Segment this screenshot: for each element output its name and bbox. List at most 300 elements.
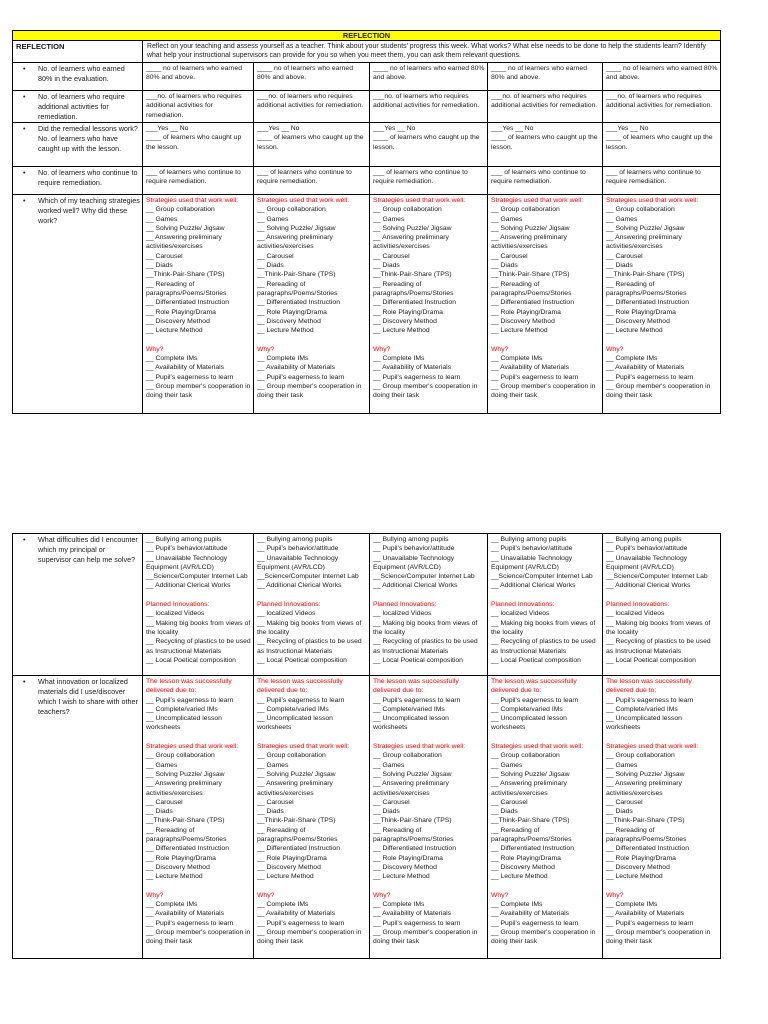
checklist-item: __ localized Videos <box>373 610 432 618</box>
day-2-cell <box>254 123 370 167</box>
checklist-item: __ Discovery Method <box>146 863 210 871</box>
checklist-item: __ Differentiated Instruction <box>257 845 340 853</box>
checklist-item: __ Rereading of paragraphs/Poems/Stories <box>146 280 227 297</box>
checklist-item: ____ no of learners who earned 80% and above. <box>373 65 485 82</box>
checklist-item: __ Availability of Materials <box>373 364 452 372</box>
day-2-cell <box>254 167 370 195</box>
checklist-item: __ Group collaboration <box>257 752 326 760</box>
checklist-group <box>146 124 251 152</box>
checklist-group <box>146 535 251 591</box>
checklist-group <box>606 92 718 111</box>
checklist-group <box>491 168 600 187</box>
checklist-item: __ Differentiated Instruction <box>606 299 689 307</box>
section-heading: Planned Innovations: <box>491 601 555 609</box>
section-heading: Why? <box>257 345 275 353</box>
checklist-item: __ Complete IMs <box>146 901 198 909</box>
checklist-item: __ Pupil's eagerness to learn <box>606 373 694 381</box>
checklist-item: __ Making big books from views of the locality <box>491 619 596 636</box>
checklist-section <box>491 600 600 665</box>
checklist-item: __ Lecture Method <box>606 873 663 881</box>
checklist-section <box>606 196 718 335</box>
checklist-item: ____ no of learners who earned 80% and above. <box>146 65 242 82</box>
bullet-icon <box>23 64 26 74</box>
checklist-item: __ Group member's cooperation in doing their task <box>373 382 478 400</box>
checklist-item: __ Rereading of paragraphs/Poems/Stories <box>257 826 338 844</box>
checklist-item: __ Carousel <box>606 252 643 260</box>
checklist-item: __ Games <box>373 761 405 769</box>
checklist-group <box>257 92 367 111</box>
day-4-cell <box>488 123 603 167</box>
checklist-item: __ Local Poetical composition <box>491 656 581 664</box>
checklist-section <box>146 677 251 733</box>
checklist-item: __Science/Computer Internet Lab <box>491 573 593 581</box>
day-4-cell <box>488 195 603 414</box>
bullet-icon <box>23 196 26 206</box>
checklist-item: __ Availability of Materials <box>491 910 570 918</box>
checklist-item: __ Group member's cooperation in doing their task <box>146 382 251 400</box>
checklist-item: __ Differentiated Instruction <box>146 299 229 307</box>
checklist-item: __ Making big books from views of the locality <box>257 619 362 636</box>
checklist-item: __ Complete/varied IMs <box>146 705 218 713</box>
checklist-item: ____ of learners who caught up the lesson. <box>257 134 364 151</box>
checklist-section <box>606 345 718 401</box>
checklist-item: __ Role Playing/Drama <box>606 308 676 316</box>
checklist-item: __ Bullying among pupils <box>491 536 567 543</box>
question-cell <box>13 534 143 676</box>
checklist-item: __ Diads <box>146 808 173 816</box>
checklist-item: __ Solving Puzzle/ Jigsaw <box>373 770 452 778</box>
bullet-icon <box>23 535 26 545</box>
checklist-section <box>146 742 251 881</box>
checklist-section <box>491 345 600 401</box>
checklist-item: __ Differentiated Instruction <box>491 845 574 853</box>
section-heading: Why? <box>257 891 275 899</box>
checklist-item: __ Availability of Materials <box>606 364 685 372</box>
checklist-item: __ Rereading of paragraphs/Poems/Stories <box>146 826 227 844</box>
checklist-item: __ Pupil's eagerness to learn <box>146 373 234 381</box>
checklist-item: __ Games <box>146 761 178 769</box>
checklist-item: __ Solving Puzzle/ Jigsaw <box>606 224 685 232</box>
checklist-item: __ Answering preliminary activities/exercises <box>606 234 682 251</box>
day-5-cell <box>603 123 721 167</box>
checklist-section <box>606 742 718 881</box>
checklist-item: __ Group collaboration <box>373 206 442 214</box>
checklist-item: __ Solving Puzzle/ Jigsaw <box>373 224 452 232</box>
checklist-item: __Think-Pair-Share (TPS) <box>146 271 225 279</box>
checklist-item: __ Availability of Materials <box>257 910 336 918</box>
checklist-group <box>146 64 251 83</box>
checklist-item: __ Uncomplicated lesson worksheets <box>257 715 333 732</box>
checklist-item: __ localized Videos <box>491 610 550 618</box>
checklist-item: __ Recycling of plastics to be used as Instructional Materials <box>606 638 711 655</box>
day-3-cell <box>370 534 488 676</box>
checklist-item: __ Diads <box>146 262 173 270</box>
checklist-group <box>491 64 600 83</box>
question-text: What innovation or localized materials did I use/discover which I wish to share with other teachers? <box>38 677 138 716</box>
checklist-item: __ Pupil's eagerness to learn <box>146 919 234 927</box>
checklist-section <box>606 677 718 733</box>
checklist-item: ____ no of learners who earned 80% and above. <box>491 65 587 82</box>
checklist-item: __ Differentiated Instruction <box>491 299 574 307</box>
checklist-item: __ Group collaboration <box>491 206 560 214</box>
day-1-cell <box>143 167 254 195</box>
checklist-item: __ Pupil's behavior/attitude <box>257 545 339 553</box>
checklist-item: __ Pupil's eagerness to learn <box>491 373 579 381</box>
checklist-group <box>491 535 600 591</box>
checklist-item: __ Discovery Method <box>491 317 555 325</box>
reflection-title-bar: REFLECTION <box>13 31 721 41</box>
checklist-item: __ Diads <box>373 262 400 270</box>
checklist-section <box>606 600 718 665</box>
checklist-group <box>373 168 485 187</box>
checklist-item: __ Diads <box>491 262 518 270</box>
checklist-item: __ Rereading of paragraphs/Poems/Stories <box>491 826 572 844</box>
checklist-item: __ Group collaboration <box>257 206 326 214</box>
section-heading: The lesson was successfully delivered due to: <box>491 678 577 695</box>
checklist-item: __ Answering preliminary activities/exercises <box>606 780 682 797</box>
checklist-item: __ Bullying among pupils <box>146 536 222 543</box>
day-3-cell <box>370 123 488 167</box>
checklist-item: __ Discovery Method <box>146 317 210 325</box>
question-text: No. of learners who continue to require remediation. <box>38 168 138 187</box>
checklist-section <box>491 891 600 947</box>
section-heading: Strategies used that work well: <box>606 197 699 204</box>
checklist-section <box>373 891 485 947</box>
checklist-item: ____ no of learners who earned 80% and above. <box>257 65 353 82</box>
section-heading: Planned Innovations: <box>606 601 670 609</box>
checklist-item: __ Games <box>146 215 178 223</box>
reflection-table <box>12 30 721 414</box>
checklist-item: __ Complete IMs <box>257 355 309 363</box>
checklist-group <box>373 64 485 83</box>
checklist-item: __ Rereading of paragraphs/Poems/Stories <box>257 280 338 297</box>
checklist-section <box>146 345 251 401</box>
checklist-item: __Think-Pair-Share (TPS) <box>257 817 336 825</box>
bullet-icon <box>23 92 26 102</box>
section-heading: Why? <box>146 345 164 353</box>
checklist-item: __ Recycling of plastics to be used as Instructional Materials <box>146 638 251 655</box>
checklist-item: __ Group member's cooperation in doing their task <box>373 929 478 946</box>
checklist-group <box>606 64 718 83</box>
checklist-item: __ Unavailable Technology Equipment (AVR/LCD) <box>257 554 339 571</box>
checklist-group <box>606 535 718 591</box>
section-heading: The lesson was successfully delivered due to: <box>146 678 232 695</box>
checklist-item: ___no. of learners who requires additional activities for remediation. <box>257 93 364 110</box>
checklist-item: __ Carousel <box>257 798 294 806</box>
checklist-item: __ Group collaboration <box>146 752 215 760</box>
checklist-item: __Think-Pair-Share (TPS) <box>257 271 336 279</box>
checklist-item: __ Bullying among pupils <box>257 536 333 543</box>
checklist-item: __ Lecture Method <box>257 873 314 881</box>
checklist-item: ___Yes __ No <box>373 125 416 132</box>
checklist-item: __ Additional Clerical Works <box>606 582 691 590</box>
day-3-cell <box>370 167 488 195</box>
section-heading: Planned Innovations: <box>257 601 321 609</box>
checklist-item: __ Lecture Method <box>146 327 203 335</box>
checklist-group <box>257 168 367 187</box>
checklist-item: __ Unavailable Technology Equipment (AVR/LCD) <box>373 554 455 571</box>
checklist-item: __ Pupil's eagerness to learn <box>606 696 694 704</box>
section-heading: The lesson was successfully delivered due to: <box>373 678 459 695</box>
question-text: Did the remedial lessons work? No. of learners who have caught up with the lesson. <box>38 124 138 153</box>
checklist-item: __ Answering preliminary activities/exercises <box>146 780 222 797</box>
question-cell <box>13 167 143 195</box>
day-4-cell <box>488 63 603 91</box>
checklist-item: ____ of learners who caught up the lesson. <box>146 134 242 151</box>
checklist-item: ____ no of learners who earned 80% and above. <box>606 65 718 82</box>
checklist-item: __ Complete/varied IMs <box>257 705 329 713</box>
checklist-item: __ Diads <box>257 808 284 816</box>
checklist-section <box>373 600 485 665</box>
checklist-item: __ Availability of Materials <box>606 910 685 918</box>
checklist-item: ___Yes __ No <box>257 125 300 132</box>
checklist-item: __ Complete IMs <box>373 355 425 363</box>
section-heading: Planned Innovations: <box>373 601 437 609</box>
checklist-item: __ Answering preliminary activities/exercises <box>373 234 449 251</box>
checklist-item: __ Recycling of plastics to be used as Instructional Materials <box>257 638 362 655</box>
day-5-cell <box>603 167 721 195</box>
checklist-item: __ Pupil's eagerness to learn <box>373 919 461 927</box>
checklist-item: __ Uncomplicated lesson worksheets <box>491 715 567 732</box>
question-cell <box>13 91 143 123</box>
checklist-item: __ Carousel <box>491 252 528 260</box>
checklist-item: __ Complete IMs <box>373 901 425 909</box>
day-2-cell <box>254 195 370 414</box>
checklist-item: __ Discovery Method <box>491 863 555 871</box>
checklist-item: __ Pupil's eagerness to learn <box>373 696 461 704</box>
checklist-item: __ Complete/varied IMs <box>606 705 678 713</box>
checklist-item: __ Games <box>373 215 405 223</box>
checklist-group <box>373 535 485 591</box>
checklist-item: __ Complete IMs <box>491 901 543 909</box>
section-heading: Strategies used that work well: <box>373 197 466 204</box>
checklist-item: __ Availability of Materials <box>257 364 336 372</box>
checklist-item: __ Games <box>257 215 289 223</box>
checklist-item: ____ of learners who caught up the lesson. <box>373 134 480 151</box>
checklist-item: __ Complete IMs <box>146 355 198 363</box>
checklist-group <box>257 64 367 83</box>
checklist-item: __ Group collaboration <box>606 206 675 214</box>
checklist-item: __ Solving Puzzle/ Jigsaw <box>606 770 685 778</box>
checklist-group <box>257 535 367 591</box>
checklist-item: __ Group member's cooperation in doing their task <box>257 382 362 400</box>
checklist-item: __ Diads <box>606 808 633 816</box>
checklist-item: __Science/Computer Internet Lab <box>146 573 248 581</box>
checklist-item: __ Carousel <box>146 798 183 806</box>
checklist-item: __ Additional Clerical Works <box>491 582 576 590</box>
checklist-item: __ Lecture Method <box>257 327 314 335</box>
question-cell <box>13 63 143 91</box>
checklist-section <box>373 742 485 881</box>
section-heading: Planned Innovations: <box>146 601 210 609</box>
checklist-item: __ Diads <box>373 808 400 816</box>
section-heading: Why? <box>606 345 624 353</box>
section-heading: Why? <box>491 345 509 353</box>
checklist-item: __ Local Poetical composition <box>146 656 236 664</box>
checklist-item: ___ of learners who continue to require remediation. <box>146 169 241 186</box>
checklist-item: __ Discovery Method <box>373 317 437 325</box>
checklist-item: __ Games <box>606 761 638 769</box>
checklist-item: __ Lecture Method <box>491 327 548 335</box>
checklist-item: __ Group member's cooperation in doing their task <box>146 929 251 946</box>
checklist-item: __ Pupil's eagerness to learn <box>491 696 579 704</box>
question-text: No. of learners who require additional activities for remediation. <box>38 92 125 121</box>
checklist-item: __ Making big books from views of the locality <box>606 619 711 636</box>
checklist-item: __Think-Pair-Share (TPS) <box>146 817 225 825</box>
checklist-group <box>491 124 600 152</box>
checklist-item: __ Carousel <box>373 252 410 260</box>
checklist-item: __ localized Videos <box>606 610 665 618</box>
checklist-item: __ Rereading of paragraphs/Poems/Stories <box>373 826 454 844</box>
checklist-item: __ Uncomplicated lesson worksheets <box>146 715 222 732</box>
checklist-section <box>606 891 718 947</box>
reflection-table-continued <box>12 533 721 959</box>
checklist-item: __ Pupil's eagerness to learn <box>606 919 694 927</box>
checklist-item: ___ of learners who continue to require remediation. <box>606 169 701 186</box>
checklist-group <box>491 92 600 111</box>
checklist-item: __ Carousel <box>373 798 410 806</box>
checklist-item: __Think-Pair-Share (TPS) <box>373 817 452 825</box>
day-1-cell <box>143 195 254 414</box>
checklist-item: __ Making big books from views of the locality <box>146 619 251 636</box>
checklist-item: __ Pupil's eagerness to learn <box>373 373 461 381</box>
checklist-section <box>257 677 367 733</box>
checklist-item: __ Pupil's eagerness to learn <box>257 696 345 704</box>
checklist-item: __ Pupil's behavior/attitude <box>606 545 688 553</box>
checklist-section <box>491 742 600 881</box>
day-5-cell <box>603 195 721 414</box>
checklist-item: __ Differentiated Instruction <box>373 845 456 853</box>
checklist-item: __ Bullying among pupils <box>373 536 449 543</box>
checklist-item: __ Differentiated Instruction <box>373 299 456 307</box>
reflection-instructions: Reflect on your teaching and assess yourself as a teacher. Think about your students' progress this week. What works? What else needs to be done to help the students learn? Identify what help your instructional supervisors can provide for you so when you meet them, you can ask them relevant questions. <box>143 41 721 63</box>
checklist-section <box>373 677 485 733</box>
checklist-group <box>606 168 718 187</box>
checklist-item: ___Yes __ No <box>491 125 534 132</box>
checklist-group <box>373 124 485 152</box>
checklist-item: __ Pupil's behavior/attitude <box>491 545 573 553</box>
bullet-icon <box>23 124 26 134</box>
checklist-item: __ localized Videos <box>257 610 316 618</box>
checklist-item: __ Group member's cooperation in doing their task <box>606 929 711 946</box>
section-heading: Why? <box>606 891 624 899</box>
checklist-item: __ Games <box>491 215 523 223</box>
checklist-item: __ Additional Clerical Works <box>146 582 231 590</box>
checklist-item: __ Pupil's eagerness to learn <box>257 373 345 381</box>
checklist-item: __ Complete IMs <box>606 355 658 363</box>
section-heading: Strategies used that work well: <box>257 743 350 751</box>
checklist-item: __ Games <box>257 761 289 769</box>
reflection-row-label: REFLECTION <box>13 41 143 63</box>
day-3-cell <box>370 676 488 959</box>
day-4-cell <box>488 534 603 676</box>
checklist-item: __ Availability of Materials <box>146 910 225 918</box>
checklist-item: ___ of learners who continue to require remediation. <box>373 169 468 186</box>
section-heading: Strategies used that work well: <box>146 743 239 751</box>
day-4-cell <box>488 91 603 123</box>
section-heading: Strategies used that work well: <box>491 197 584 204</box>
checklist-item: __Science/Computer Internet Lab <box>373 573 475 581</box>
day-3-cell <box>370 91 488 123</box>
section-heading: Why? <box>373 345 391 353</box>
checklist-item: __ Games <box>606 215 638 223</box>
day-2-cell <box>254 91 370 123</box>
question-cell <box>13 676 143 959</box>
checklist-item: __ Answering preliminary activities/exercises <box>257 234 333 251</box>
checklist-item: __ Availability of Materials <box>146 364 225 372</box>
checklist-section <box>491 677 600 733</box>
checklist-item: __ Discovery Method <box>257 863 321 871</box>
checklist-item: __ Games <box>491 761 523 769</box>
checklist-item: __ Role Playing/Drama <box>606 854 676 862</box>
checklist-item: __ Unavailable Technology Equipment (AVR/LCD) <box>491 554 573 571</box>
checklist-item: __Think-Pair-Share (TPS) <box>491 817 570 825</box>
checklist-item: __ Solving Puzzle/ Jigsaw <box>146 770 225 778</box>
checklist-item: __ Discovery Method <box>606 863 670 871</box>
checklist-section <box>146 891 251 947</box>
section-heading: Strategies used that work well: <box>257 197 350 204</box>
checklist-section <box>257 742 367 881</box>
checklist-item: __Think-Pair-Share (TPS) <box>373 271 452 279</box>
checklist-item: __ Differentiated Instruction <box>257 299 340 307</box>
checklist-item: __ Differentiated Instruction <box>146 845 229 853</box>
checklist-item: __ Discovery Method <box>373 863 437 871</box>
checklist-group <box>146 92 251 120</box>
checklist-section <box>257 196 367 335</box>
checklist-item: __ Complete IMs <box>257 901 309 909</box>
section-heading: Strategies used that work well: <box>606 743 699 751</box>
checklist-item: __ Discovery Method <box>606 317 670 325</box>
checklist-item: __ Lecture Method <box>373 327 430 335</box>
checklist-item: __ Availability of Materials <box>491 364 570 372</box>
day-1-cell <box>143 534 254 676</box>
question-cell <box>13 195 143 414</box>
checklist-section <box>257 891 367 947</box>
checklist-section <box>373 345 485 401</box>
checklist-item: __ Group collaboration <box>373 752 442 760</box>
checklist-item: __ Unavailable Technology Equipment (AVR/LCD) <box>146 554 228 571</box>
checklist-item: __ Discovery Method <box>257 317 321 325</box>
checklist-item: __ Pupil's eagerness to learn <box>257 919 345 927</box>
day-2-cell <box>254 63 370 91</box>
day-3-cell <box>370 63 488 91</box>
checklist-item: ___Yes __ No <box>146 125 189 132</box>
checklist-item: __ Group member's cooperation in doing their task <box>491 382 596 400</box>
checklist-item: __ Availability of Materials <box>373 910 452 918</box>
checklist-item: __ Role Playing/Drama <box>146 308 216 316</box>
section-heading: The lesson was successfully delivered due to: <box>257 678 343 695</box>
checklist-item: __ Solving Puzzle/ Jigsaw <box>257 224 336 232</box>
checklist-section <box>257 345 367 401</box>
checklist-item: __ Local Poetical composition <box>606 656 696 664</box>
day-2-cell <box>254 676 370 959</box>
day-5-cell <box>603 63 721 91</box>
checklist-item: __ localized Videos <box>146 610 205 618</box>
checklist-item: __Think-Pair-Share (TPS) <box>606 271 685 279</box>
checklist-group <box>606 124 718 152</box>
day-2-cell <box>254 534 370 676</box>
checklist-section <box>257 600 367 665</box>
checklist-item: __ Uncomplicated lesson worksheets <box>373 715 449 732</box>
checklist-item: __ Complete/varied IMs <box>373 705 445 713</box>
checklist-item: __ Complete IMs <box>491 355 543 363</box>
checklist-item: __ Solving Puzzle/ Jigsaw <box>491 224 570 232</box>
checklist-item: __ Group collaboration <box>606 752 675 760</box>
checklist-item: ___Yes __ No <box>606 125 649 132</box>
bullet-icon <box>23 168 26 178</box>
day-5-cell <box>603 676 721 959</box>
day-3-cell <box>370 195 488 414</box>
